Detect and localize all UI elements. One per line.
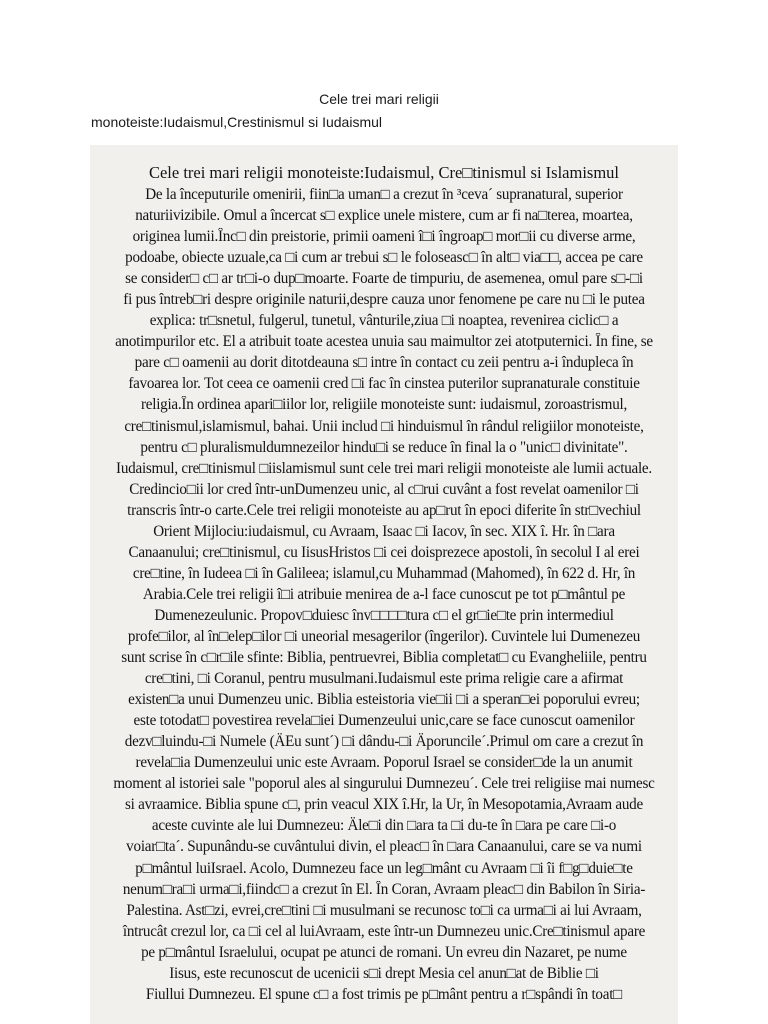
text-line: Fiullui Dumnezeu. El spune c□ a fost trimis pe p□mânt pentru a r□spândi în toat□ <box>145 985 623 1003</box>
text-line: Canaanului; cre□tinismul, cu IisusHristos □i cei doisprezece apostoli, în secolul I al erei <box>128 543 640 561</box>
text-line: moment al istoriei sale "poporul ales al singurului Dumnezeu´. Cele trei religiise mai numesc <box>113 775 655 793</box>
text-line: cre□tinismul,islamismul, bahai. Unii includ □i hinduismul în rândul religiilor monoteiste, <box>124 417 644 435</box>
text-line: este totodat□ povestirea revela□iei Dumenzeului unic,care se face cunoscut oamenilor <box>133 712 635 730</box>
text-line: se consider□ c□ ar tr□i-o dup□moarte. Foarte de timpuriu, de asemenea, omul pare s□-□i <box>125 270 643 288</box>
text-line: cre□tine, în Iudeea □i în Galileea; islamul,cu Muhammad (Mahomed), în 622 d. Hr, în <box>132 564 636 582</box>
text-line: cre□tini, □i Coranul, pentru musulmani.Iudaismul este prima religie care a afirmat <box>144 670 624 688</box>
text-line: fi pus întreb□ri despre originile naturii,despre cauza unor fenomene pe care nu □i le putea <box>123 291 645 309</box>
text-line: De la începuturile omenirii, fiin□a uman□ a crezut în ³ceva´ supranatural, superior <box>145 186 623 203</box>
text-line: întrucât crezul lor, ca □i cel al luiAvraam, este într-un Dumnezeu unic.Cre□tinismul apare <box>122 922 646 940</box>
text-line: existen□a unui Dumenzeu unic. Biblia esteistoria vie□ii □i a speran□ei poporului evreu; <box>128 691 640 709</box>
text-line: religia.În ordinea apari□iilor lor, religiile monoteiste sunt: iudaismul, zoroastrismul, <box>140 396 628 414</box>
text-line: nenum□ra□i urma□i,fiindc□ a crezut în El. În Coran, Avraam pleac□ din Babilon în Siria- <box>122 880 646 898</box>
text-line: sunt scrise în c□r□ile sfinte: Biblia, pentruevrei, Biblia completat□ cu Evangheliile, pentru <box>121 649 647 667</box>
header-title-line-1: Cele trei mari religii <box>319 91 439 107</box>
text-line: Iudaismul, cre□tinismul □iislamismul sunt cele trei mari religii monoteiste ale lumii actuale. <box>116 459 652 477</box>
text-line: favoarea lor. Tot ceea ce oamenii cred □i fac în cinstea puterilor supranaturale constituie <box>128 375 640 393</box>
text-line: p□mântul luiIsrael. Acolo, Dumnezeu face un leg□mânt cu Avraam □i îi f□g□duie□te <box>135 859 633 877</box>
text-line: Palestina. Ast□zi, evrei,cre□tini □i musulmani se recunosc to□i ca urma□i ai lui Avraam, <box>126 901 642 919</box>
header-title-line-2: monoteiste:Iudaismul,Crestinismul si Iudaismul <box>91 114 382 130</box>
text-line: Orient Mijlociu:iudaismul, cu Avraam, Isaac □i Iacov, în sec. XIX î. Hr. în □ara <box>153 522 615 540</box>
text-line: si avraamice. Biblia spune c□, prin veacul XIX î.Hr, la Ur, în Mesopotamia,Avraam aude <box>125 796 643 814</box>
text-line: aceste cuvinte ale lui Dumnezeu: Äle□i din □ara ta □i du-te în □ara pe care □i-o <box>151 817 617 835</box>
text-line: transcris într-o carte.Cele trei religii monoteiste au ap□rut în epoci diferite în str□vechiul <box>127 501 641 519</box>
text-line: anotimpurilor etc. El a atribuit toate acestea unuia sau maimultor zei atotputernici. În fine, se <box>115 333 653 351</box>
text-line: pentru c□ pluralismuldumnezeilor hindu□i se reduce în final la o "unic□ divinitate". <box>140 438 628 456</box>
scanned-page-text <box>90 145 678 1005</box>
text-line: dezv□luindu-□i Numele (ÄEu sunt´) □i dându-□i Äporuncile´.Primul om care a crezut în <box>124 733 644 751</box>
text-line: podoabe, obiecte uzuale,ca □i cum ar trebui s□ le foloseasc□ în alt□ via□□, accea pe care <box>125 249 643 267</box>
text-line: Dumenezeulunic. Propov□duiesc înv□□□□tura c□ el gr□ie□te prin intermediul <box>154 606 614 624</box>
text-line: naturiivizibile. Omul a încercat s□ explice unele mistere, cum ar fi na□terea, moartea, <box>135 207 633 225</box>
text-line: originea lumii.Înc□ din preistorie, primii oameni î□i îngroap□ mor□ii cu diverse arme, <box>132 228 636 246</box>
text-line: pe p□mântul Israelului, ocupat pe atunci de romani. Un evreu din Nazaret, pe nume <box>141 943 627 961</box>
scanned-page <box>90 145 678 1024</box>
text-line: voiar□ta´. Supunându-se cuvântului divin, el pleac□ în □ara Canaanului, care se va numi <box>126 838 642 856</box>
text-line: Iisus, este recunoscut de ucenicii s□i drept Mesia cel anun□at de Biblie □i <box>169 964 599 982</box>
text-line: Arabia.Cele trei religii î□i atribuie menirea de a-l face cunoscut pe tot p□mântul pe <box>142 585 626 603</box>
text-line: revela□ia Dumenzeului unic este Avraam. Poporul Israel se consider□de la un anumit <box>135 754 633 772</box>
document-title: Cele trei mari religii monoteiste:Iudaismul, Cre□tinismul si Islamismul <box>148 163 620 182</box>
text-line: explica: tr□snetul, fulgerul, tunetul, vânturile,ziua □i noaptea, revenirea ciclic□ a <box>149 312 619 330</box>
text-line: profe□ilor, al în□elep□ilor □i uneorial mesagerilor (îngerilor). Cuvintele lui Dumenezeu <box>127 627 641 645</box>
text-line: Credincio□ii lor cred într-unDumenzeu unic, al c□rui cuvânt a fost revelat oamenilor □i <box>129 480 639 498</box>
text-line: pare c□ oamenii au dorit ditotdeauna s□ intre în contact cu zeii pentru a-i îndupleca în <box>134 354 634 372</box>
